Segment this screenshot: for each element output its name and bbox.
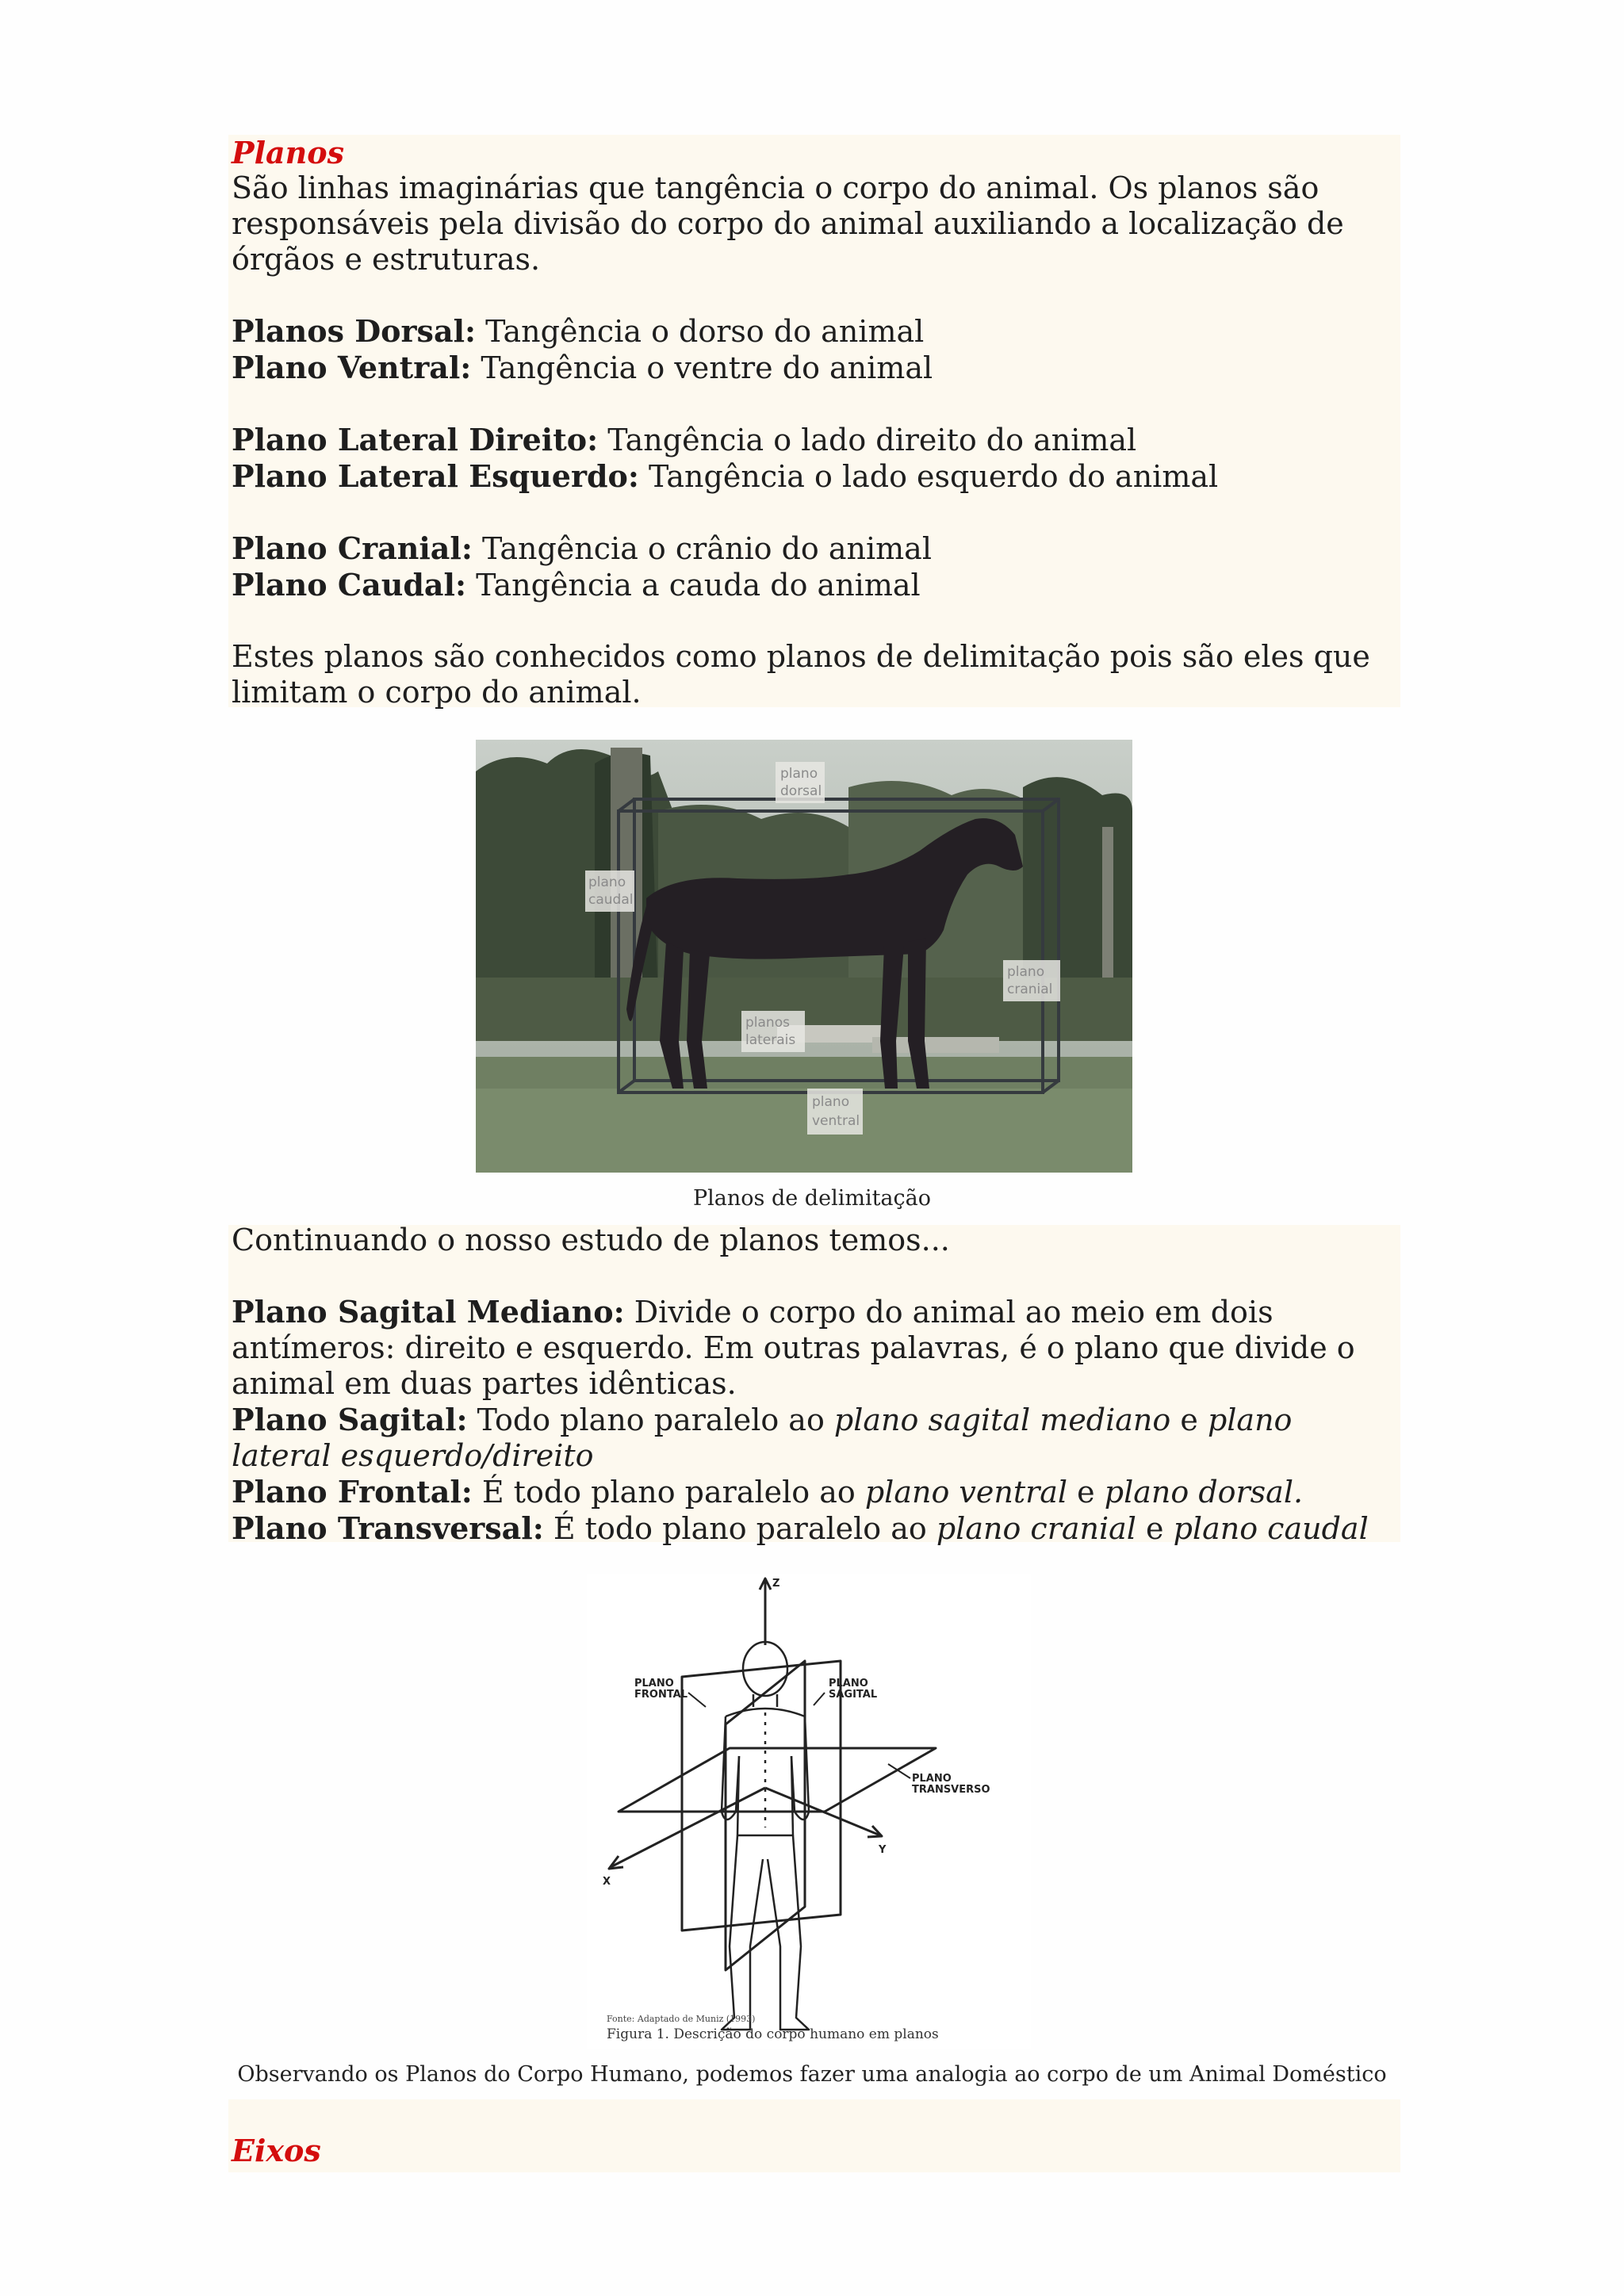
label-plano-cranial [1003,960,1060,1001]
label-plano-ventral [807,1089,863,1135]
definition-emphasis: plano sagital mediano [833,1402,1171,1437]
planos-section [232,135,1397,710]
plano-sagital-label-2: SAGITAL [829,1689,878,1701]
plano-ventral-line [232,350,1397,386]
eixos-section [232,2133,1397,2168]
label-line-1: plano [1007,964,1045,980]
plano-frontal-label-2: FRONTAL [634,1689,688,1701]
definition: Tangência o lado direito do animal [598,423,1137,457]
plano-sagital-label-1: PLANO [829,1678,868,1689]
horse-planes-photo [476,740,1132,1173]
definition-text: e [1170,1402,1208,1437]
term: Planos Dorsal: [232,313,477,349]
definition: Tangência o dorso do animal [476,314,925,349]
human-body-planes-diagram [587,1574,1031,2049]
plano-cranial-line [232,530,1397,567]
figure-internal-caption: Figura 1. Descrição do corpo humano em planos [607,2026,939,2042]
eixos-heading: Eixos [232,2133,321,2168]
label-planos-laterais [741,1011,805,1052]
label-line-2: dorsal [780,783,822,799]
figure-source: Fonte: Adaptado de Muniz (1993) [607,2014,756,2024]
plano-sagital-line [232,1402,1397,1474]
definition: Tangência a cauda do animal [465,568,921,603]
planos-conclusion: Estes planos são conhecidos como planos de delimitação pois são eles que limitam o corpo do animal. [232,639,1370,710]
continuation-intro: Continuando o nosso estudo de planos temos... [232,1223,950,1257]
definition: Divide o corpo do animal ao meio em dois antímeros: direito e esquerdo. Em outras palavras, é o plano que divide o animal em duas partes idênticas. [232,1295,1355,1401]
label-line-2: ventral [812,1113,860,1129]
definition-emphasis: plano cranial [936,1511,1136,1546]
definition-emphasis: plano dorsal. [1104,1475,1304,1510]
label-line-2: laterais [745,1032,796,1048]
label-line-2: caudal [588,892,634,908]
plano-transverso-label-2: TRANSVERSO [912,1784,990,1796]
term: Plano Frontal: [232,1474,473,1510]
term: Plano Transversal: [232,1510,544,1546]
planos-heading: Planos [232,135,344,170]
label-line-2: cranial [1007,982,1053,997]
plano-lateral-direito-line [232,422,1397,458]
horse-figure-caption: Planos de delimitação [692,1186,932,1211]
term: Plano Caudal: [232,567,466,603]
z-axis-label: Z [772,1578,780,1590]
plano-dorsal-line [232,313,1397,350]
term: Plano Sagital: [232,1402,468,1437]
label-plano-dorsal [776,762,825,803]
definition-text: É todo plano paralelo ao [543,1511,936,1546]
definition-emphasis: plano caudal [1173,1511,1369,1546]
label-line-1: plano [780,766,818,782]
label-line-1: planos [745,1015,790,1031]
plano-caudal-line [232,567,1397,603]
definition: Tangência o ventre do animal [471,350,933,385]
planos-intro: São linhas imaginárias que tangência o corpo do animal. Os planos são responsáveis pela divisão do corpo do animal auxiliando a localização de órgãos e estruturas. [232,170,1344,277]
x-axis-label: X [603,1876,611,1888]
continuation-section [232,1223,1397,1547]
term: Plano Cranial: [232,530,473,566]
plano-transversal-line [232,1510,1397,1547]
definition-text: Todo plano paralelo ao [467,1402,834,1437]
y-axis-label: Y [879,1844,887,1856]
definition-emphasis: plano lateral esquerdo/direito [232,1402,1293,1473]
plano-lateral-esquerdo-line [232,458,1397,495]
label-line-1: plano [588,874,626,890]
term: Plano Lateral Direito: [232,422,599,457]
term: Plano Ventral: [232,350,472,385]
definition-emphasis: plano ventral [864,1475,1068,1510]
human-figure-caption: Observando os Planos do Corpo Humano, podemos fazer uma analogia ao corpo de um Animal Doméstico [237,2062,1387,2087]
term: Plano Lateral Esquerdo: [232,458,639,494]
label-line-1: plano [812,1094,850,1110]
definition: Tangência o crânio do animal [472,531,932,566]
definition-text: É todo plano paralelo ao [472,1475,865,1510]
term: Plano Sagital Mediano: [232,1294,625,1330]
definition-text: e [1067,1475,1105,1510]
plano-sagital-mediano-line [232,1294,1397,1402]
label-plano-caudal [585,871,634,912]
plano-transverso-label-1: PLANO [912,1773,952,1785]
definition-text: e [1136,1511,1174,1546]
definition: Tangência o lado esquerdo do animal [638,459,1219,494]
plano-frontal-label-1: PLANO [634,1678,674,1689]
plano-frontal-line [232,1474,1397,1510]
